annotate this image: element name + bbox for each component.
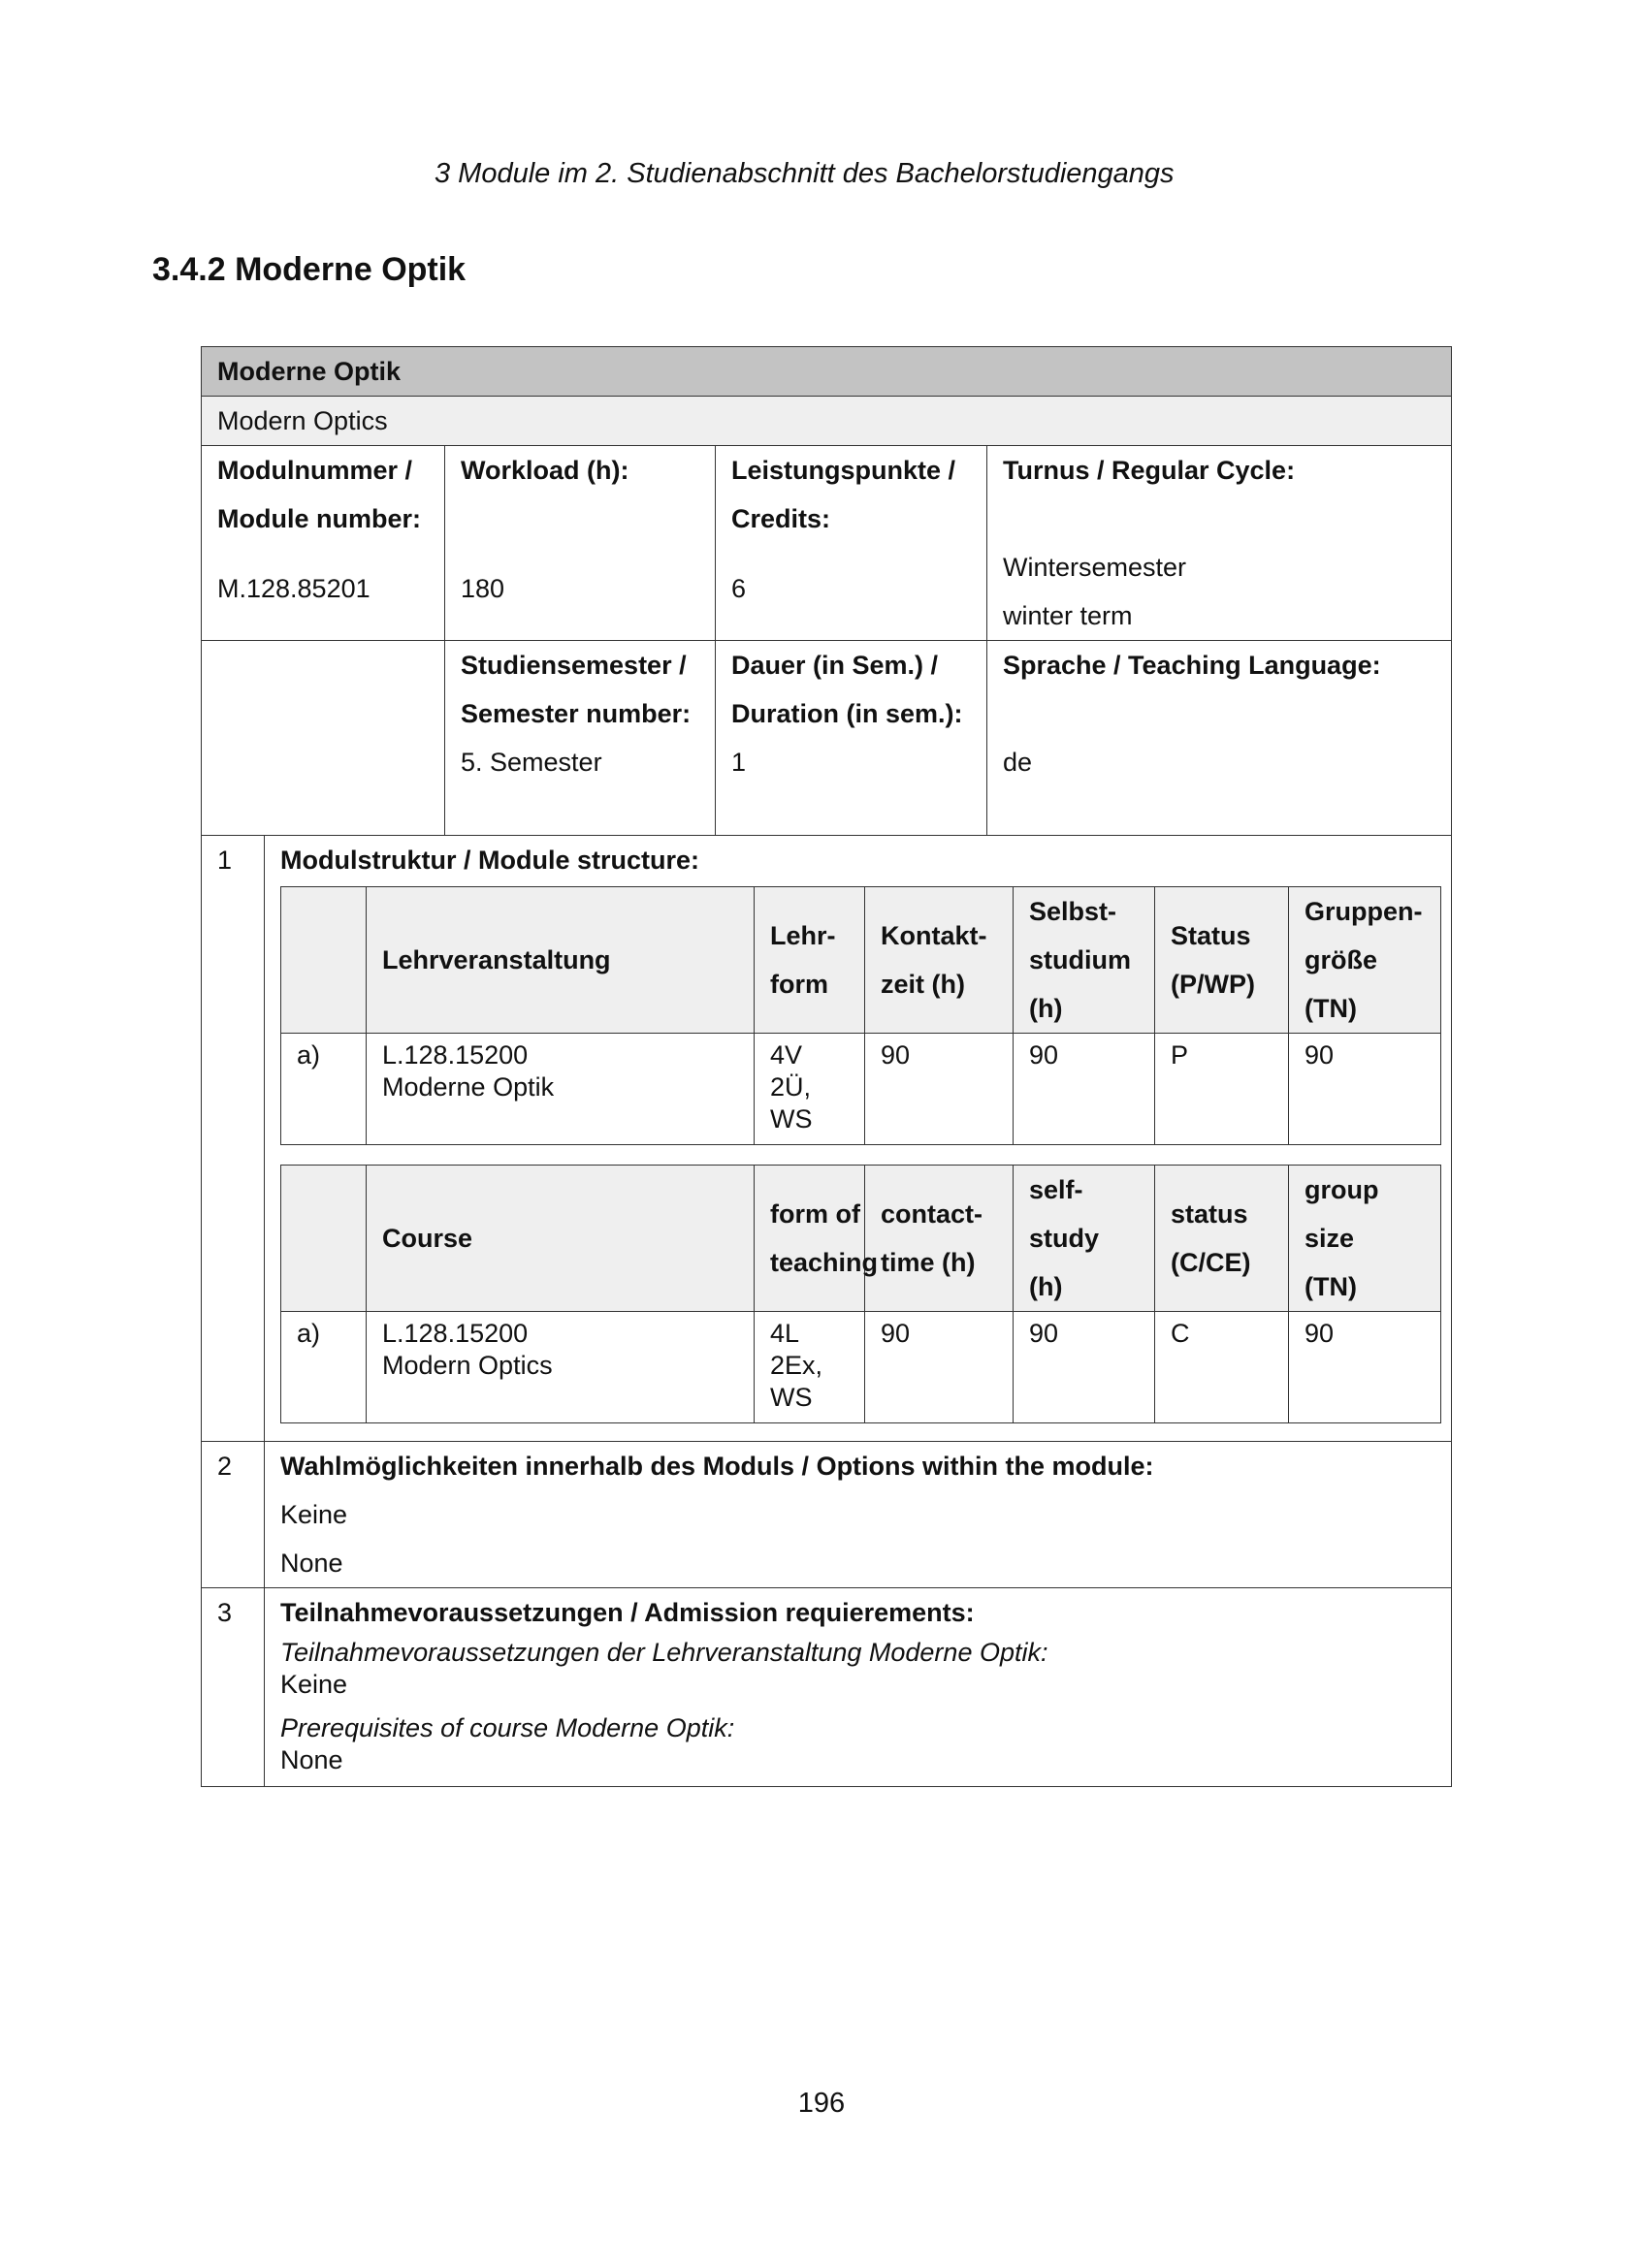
language-cell [987, 641, 1452, 836]
workload-value: 180 [461, 574, 505, 603]
col-header-contact-text: Kontakt- zeit (h) [881, 921, 987, 999]
semester-value: 5. Semester [461, 748, 602, 777]
col-header-group [1289, 887, 1441, 1034]
row-course-name: Modern Optics [382, 1351, 553, 1380]
col-header-contact [865, 1166, 1014, 1312]
col-header-course: Course [367, 1166, 755, 1312]
duration-cell [716, 641, 987, 836]
module-number-label-2: Module number: [217, 504, 421, 533]
admission-intro-de: Teilnahmevoraussetzungen der Lehrveranstaltung Moderne Optik: [280, 1638, 1048, 1667]
credits-value: 6 [731, 574, 747, 603]
duration-label-2: Duration (in sem.): [731, 699, 963, 728]
row-form-1: 4L [770, 1319, 800, 1348]
options-row [202, 1442, 1452, 1588]
row-contact: 90 [865, 1034, 1014, 1145]
credits-label-2: Credits: [731, 504, 831, 533]
empty-cell [202, 641, 445, 836]
col-header-self-text: self- study (h) [1029, 1175, 1100, 1301]
row-group: 90 [1289, 1312, 1441, 1423]
cycle-label: Turnus / Regular Cycle: [1003, 456, 1296, 485]
row-course-code: L.128.15200 [382, 1319, 529, 1348]
row-form-3: WS [770, 1104, 813, 1134]
course-table-de-header [281, 887, 1441, 1034]
row-form-1: 4V [770, 1040, 803, 1070]
options-value-de: Keine [280, 1500, 348, 1529]
col-header-status [1155, 1166, 1289, 1312]
row-course-name: Moderne Optik [382, 1072, 555, 1102]
col-header-self-text: Selbst- studium (h) [1029, 897, 1131, 1023]
col-header-group [1289, 1166, 1441, 1312]
course-table-en-header [281, 1166, 1441, 1312]
col-header-course: Lehrveranstaltung [367, 887, 755, 1034]
section-heading: 3.4.2 Moderne Optik [152, 251, 467, 288]
module-table [201, 346, 1452, 1787]
module-subtitle-row [202, 397, 1452, 446]
module-number-label-1: Modulnummer / [217, 456, 412, 485]
workload-label: Workload (h): [461, 456, 629, 485]
page-number: 196 [797, 2088, 846, 2119]
structure-cell [265, 836, 1452, 1442]
row-index: a) [281, 1034, 367, 1145]
admission-cell [265, 1588, 1452, 1787]
semester-label-1: Studiensemester / [461, 651, 687, 680]
options-cell [265, 1442, 1452, 1588]
row-group: 90 [1289, 1034, 1441, 1145]
options-heading: Wahlmöglichkeiten innerhalb des Moduls / Options within the module: [280, 1452, 1154, 1481]
row-course [367, 1312, 755, 1423]
col-header-form [755, 1166, 879, 1312]
col-header-form [755, 887, 865, 1034]
structure-row [202, 836, 1452, 1442]
options-value-en: None [280, 1549, 343, 1578]
admission-intro-en: Prerequisites of course Moderne Optik: [280, 1713, 735, 1742]
language-value: de [1003, 748, 1033, 777]
language-label: Sprache / Teaching Language: [1003, 651, 1381, 680]
credits-cell [716, 446, 987, 641]
col-header-group-text: Gruppen- größe (TN) [1305, 897, 1423, 1023]
admission-value-en: None [280, 1745, 343, 1774]
module-meta-row-2 [202, 641, 1452, 836]
col-header-self [1014, 887, 1155, 1034]
cycle-value-en: winter term [1003, 601, 1133, 630]
structure-number: 1 [202, 836, 265, 1442]
course-table-en [280, 1165, 1441, 1423]
row-index: a) [281, 1312, 367, 1423]
cycle-value-de: Wintersemester [1003, 553, 1187, 582]
col-header-status-text: Status (P/WP) [1171, 921, 1255, 999]
module-title-row [202, 347, 1452, 397]
admission-heading: Teilnahmevoraussetzungen / Admission requierements: [280, 1598, 975, 1627]
module-number-value: M.128.85201 [217, 574, 370, 603]
table-row [281, 1312, 1441, 1423]
table-row [281, 1034, 1441, 1145]
module-title-de: Moderne Optik [202, 347, 1452, 397]
col-header-status [1155, 887, 1289, 1034]
row-form-2: 2Ex, [770, 1351, 823, 1380]
admission-row [202, 1588, 1452, 1787]
module-meta-row [202, 446, 1452, 641]
row-self: 90 [1014, 1312, 1155, 1423]
row-form [755, 1034, 865, 1145]
duration-value: 1 [731, 748, 747, 777]
col-header-contact [865, 887, 1014, 1034]
col-header-contact-text: contact- time (h) [881, 1199, 983, 1277]
col-header-group-text: group size (TN) [1305, 1175, 1379, 1301]
credits-label-1: Leistungspunkte / [731, 456, 956, 485]
cycle-cell [987, 446, 1452, 641]
course-table-de [280, 886, 1441, 1145]
row-course-code: L.128.15200 [382, 1040, 529, 1070]
col-header-form-text: form of teaching [770, 1199, 879, 1277]
semester-label-2: Semester number: [461, 699, 692, 728]
semester-cell [445, 641, 716, 836]
col-header-index [281, 887, 367, 1034]
row-status: C [1155, 1312, 1289, 1423]
row-form [755, 1312, 865, 1423]
module-number-cell [202, 446, 445, 641]
admission-number: 3 [202, 1588, 265, 1787]
row-form-2: 2Ü, [770, 1072, 812, 1102]
running-header: 3 Module im 2. Studienabschnitt des Bachelorstudiengangs [435, 158, 1175, 189]
row-course [367, 1034, 755, 1145]
row-status: P [1155, 1034, 1289, 1145]
row-contact: 90 [865, 1312, 1014, 1423]
col-header-self [1014, 1166, 1155, 1312]
workload-cell [445, 446, 716, 641]
admission-value-de: Keine [280, 1670, 348, 1699]
structure-heading: Modulstruktur / Module structure: [280, 846, 699, 875]
module-title-en: Modern Optics [202, 397, 1452, 446]
col-header-form-text: Lehr- form [770, 921, 836, 999]
duration-label-1: Dauer (in Sem.) / [731, 651, 939, 680]
options-number: 2 [202, 1442, 265, 1588]
col-header-index [281, 1166, 367, 1312]
row-form-3: WS [770, 1383, 813, 1412]
col-header-status-text: status (C/CE) [1171, 1199, 1251, 1277]
row-self: 90 [1014, 1034, 1155, 1145]
